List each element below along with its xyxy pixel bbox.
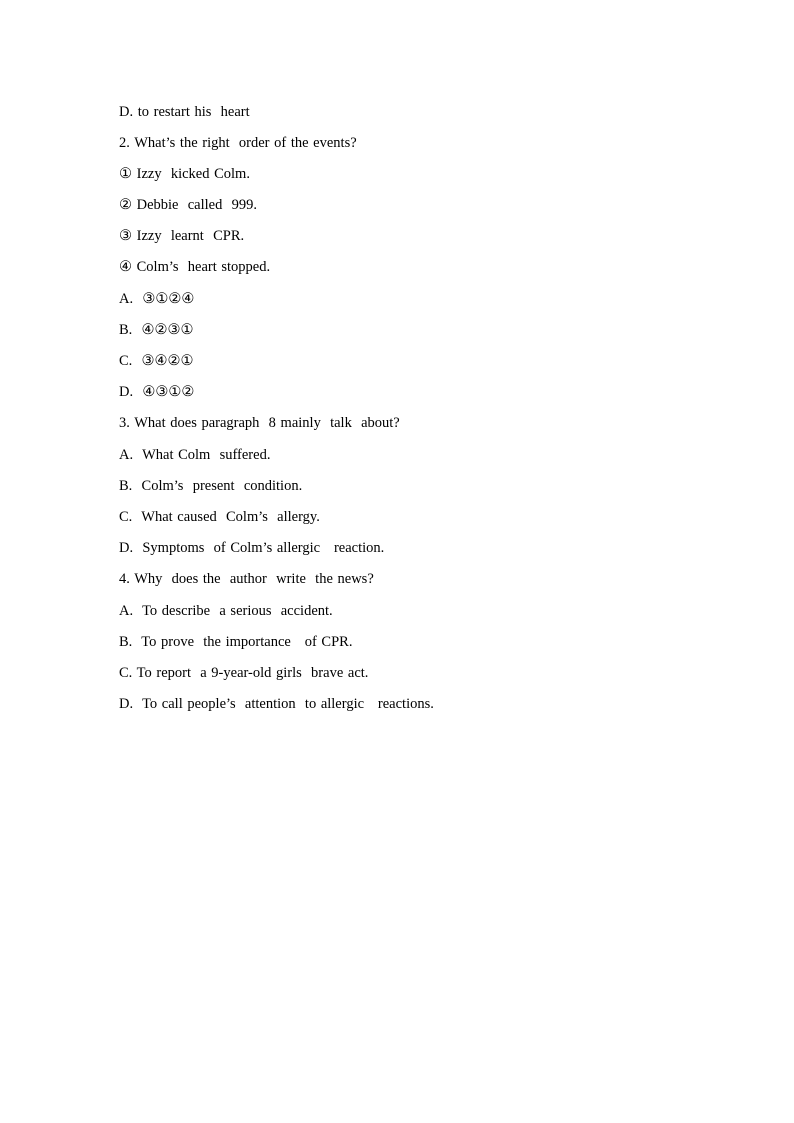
q3-option-a: A. What Colm suffered.: [119, 447, 271, 463]
q4-option-d: D. To call people’s attention to allergic reactions.: [119, 696, 434, 712]
q4-option-b: B. To prove the importance of CPR.: [119, 634, 353, 650]
q2-option-c: C. ③④②①: [119, 353, 194, 369]
q4-option-c: C. To report a 9-year-old girls brave act.: [119, 665, 369, 681]
q2-option-a: A. ③①②④: [119, 291, 195, 307]
q1-option-d: D. to restart his heart: [119, 104, 250, 120]
q2-option-b: B. ④②③①: [119, 322, 194, 338]
q2-event-1: ① Izzy kicked Colm.: [119, 166, 250, 182]
q2-question: 2. What’s the right order of the events?: [119, 135, 357, 151]
q2-event-3: ③ Izzy learnt CPR.: [119, 228, 245, 244]
q4-question: 4. Why does the author write the news?: [119, 571, 374, 587]
q3-option-c: C. What caused Colm’s allergy.: [119, 509, 320, 525]
q4-option-a: A. To describe a serious accident.: [119, 603, 333, 619]
q3-question: 3. What does paragraph 8 mainly talk about?: [119, 415, 400, 431]
q3-option-b: B. Colm’s present condition.: [119, 478, 303, 494]
q2-option-d: D. ④③①②: [119, 384, 195, 400]
q2-event-4: ④ Colm’s heart stopped.: [119, 259, 271, 275]
q2-event-2: ② Debbie called 999.: [119, 197, 257, 213]
q3-option-d: D. Symptoms of Colm’s allergic reaction.: [119, 540, 385, 556]
